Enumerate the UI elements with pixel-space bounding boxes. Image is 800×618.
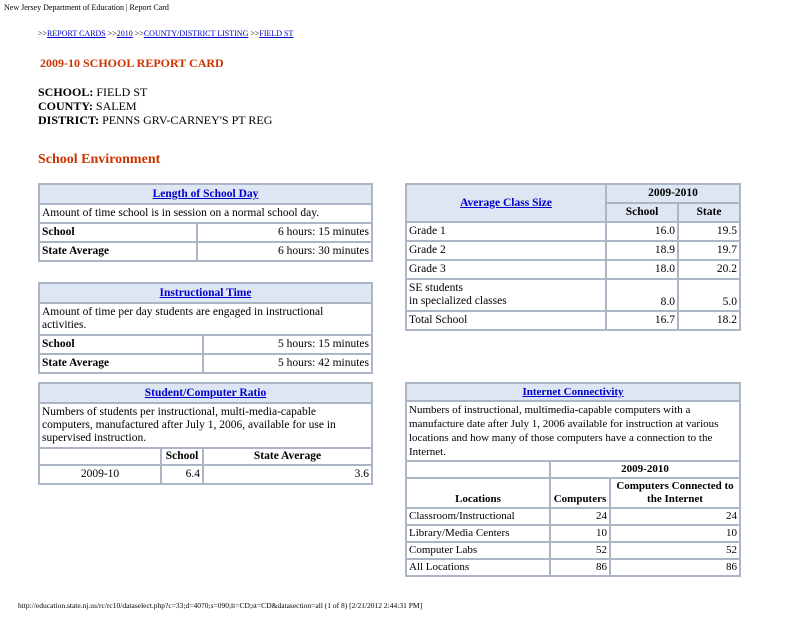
row-label: School xyxy=(39,223,197,242)
breadcrumb-link-year[interactable]: 2010 xyxy=(116,29,133,38)
length-of-day-link[interactable]: Length of School Day xyxy=(152,187,259,200)
cell-value: 24 xyxy=(550,508,610,525)
internet-connectivity-description: Numbers of instructional, multimedia-capable computers with a manufacture date after July 1, 2006 available for instruction at various locations and how many of those computers have a connection to the Internet. xyxy=(406,401,740,461)
cell-value: 86 xyxy=(550,559,610,576)
column-header: Computers Connected to the Internet xyxy=(610,478,740,508)
row-label: School xyxy=(39,335,203,354)
average-class-size-link[interactable]: Average Class Size xyxy=(460,196,552,209)
length-of-day-table xyxy=(38,183,373,262)
cell-value: 52 xyxy=(550,542,610,559)
breadcrumb-separator: >> xyxy=(250,29,260,38)
report-title: 2009-10 SCHOOL REPORT CARD xyxy=(40,56,224,70)
row-label xyxy=(406,279,606,311)
cell-value: 18.9 xyxy=(606,241,678,260)
column-header: State Average xyxy=(203,448,372,465)
column-header: Locations xyxy=(406,478,550,508)
column-header: State xyxy=(678,203,740,222)
footer-url: http://education.state.nj.us/rc/rc10/dataselect.php?c=33;d=4070;s=090;lt=CD;st=CD&datasection=all (1 of 8) [2/21/2012 2:44:31 PM] xyxy=(18,601,423,610)
county-label: COUNTY: xyxy=(38,99,93,113)
breadcrumb-link-report-cards[interactable]: REPORT CARDS xyxy=(47,29,106,38)
page-title: New Jersey Department of Education | Report Card xyxy=(4,3,169,12)
cell-value: 5.0 xyxy=(678,279,740,311)
district-label: DISTRICT: xyxy=(38,113,100,127)
cell-value: 19.5 xyxy=(678,222,740,241)
internet-connectivity-link[interactable]: Internet Connectivity xyxy=(522,385,624,398)
row-label: 2009-10 xyxy=(39,465,161,484)
row-value: 6 hours: 30 minutes xyxy=(197,242,372,261)
district-value: PENNS GRV-CARNEY'S PT REG xyxy=(99,113,273,127)
row-label: All Locations xyxy=(406,559,550,576)
instructional-time-link[interactable]: Instructional Time xyxy=(159,286,252,299)
student-computer-ratio-description: Numbers of students per instructional, multi-media-capable computers, manufactured after July 1, 2006, available for use in supervised instruction. xyxy=(39,403,372,448)
cell-value: 18.2 xyxy=(678,311,740,330)
year-header: 2009-2010 xyxy=(606,184,740,203)
row-label: Library/Media Centers xyxy=(406,525,550,542)
row-label: Grade 2 xyxy=(406,241,606,260)
column-header: School xyxy=(161,448,203,465)
row-value: 6 hours: 15 minutes xyxy=(197,223,372,242)
school-info xyxy=(38,85,272,127)
row-value: 5 hours: 15 minutes xyxy=(203,335,372,354)
row-label: Total School xyxy=(406,311,606,330)
section-heading: School Environment xyxy=(38,152,161,167)
row-label: State Average xyxy=(39,242,197,261)
row-label-line: SE students xyxy=(409,282,463,294)
cell-value: 86 xyxy=(610,559,740,576)
cell-value: 16.7 xyxy=(606,311,678,330)
breadcrumb-link-school[interactable]: FIELD ST xyxy=(259,29,294,38)
row-label: Classroom/Instructional xyxy=(406,508,550,525)
breadcrumb-separator: >> xyxy=(134,29,144,38)
breadcrumb xyxy=(38,29,293,38)
student-computer-ratio-link[interactable]: Student/Computer Ratio xyxy=(144,386,267,399)
cell-value: 8.0 xyxy=(606,279,678,311)
county-value: SALEM xyxy=(92,99,137,113)
cell-value: 19.7 xyxy=(678,241,740,260)
cell-value: 24 xyxy=(610,508,740,525)
school-label: SCHOOL: xyxy=(38,85,94,99)
length-of-day-description: Amount of time school is in session on a normal school day. xyxy=(39,204,372,223)
breadcrumb-separator: >> xyxy=(38,29,48,38)
cell-value: 18.0 xyxy=(606,260,678,279)
row-label: State Average xyxy=(39,354,203,373)
cell-value: 52 xyxy=(610,542,740,559)
school-value: FIELD ST xyxy=(93,85,148,99)
cell-value: 16.0 xyxy=(606,222,678,241)
column-header: School xyxy=(606,203,678,222)
row-label: Grade 3 xyxy=(406,260,606,279)
row-label: Grade 1 xyxy=(406,222,606,241)
student-computer-ratio-table xyxy=(38,382,373,485)
cell-value: 10 xyxy=(610,525,740,542)
column-header: Computers xyxy=(550,478,610,508)
row-value: 5 hours: 42 minutes xyxy=(203,354,372,373)
average-class-size-table xyxy=(405,183,741,331)
row-label-line: in specialized classes xyxy=(409,295,507,307)
cell-value: 20.2 xyxy=(678,260,740,279)
cell-value: 3.6 xyxy=(203,465,372,484)
cell-value: 10 xyxy=(550,525,610,542)
cell-value: 6.4 xyxy=(161,465,203,484)
row-label: Computer Labs xyxy=(406,542,550,559)
instructional-time-description: Amount of time per day students are engaged in instructional activities. xyxy=(39,303,372,335)
year-header: 2009-2010 xyxy=(550,461,740,478)
instructional-time-table xyxy=(38,282,373,374)
breadcrumb-link-county-listing[interactable]: COUNTY/DISTRICT LISTING xyxy=(143,29,249,38)
breadcrumb-separator: >> xyxy=(107,29,117,38)
internet-connectivity-table xyxy=(405,382,741,577)
